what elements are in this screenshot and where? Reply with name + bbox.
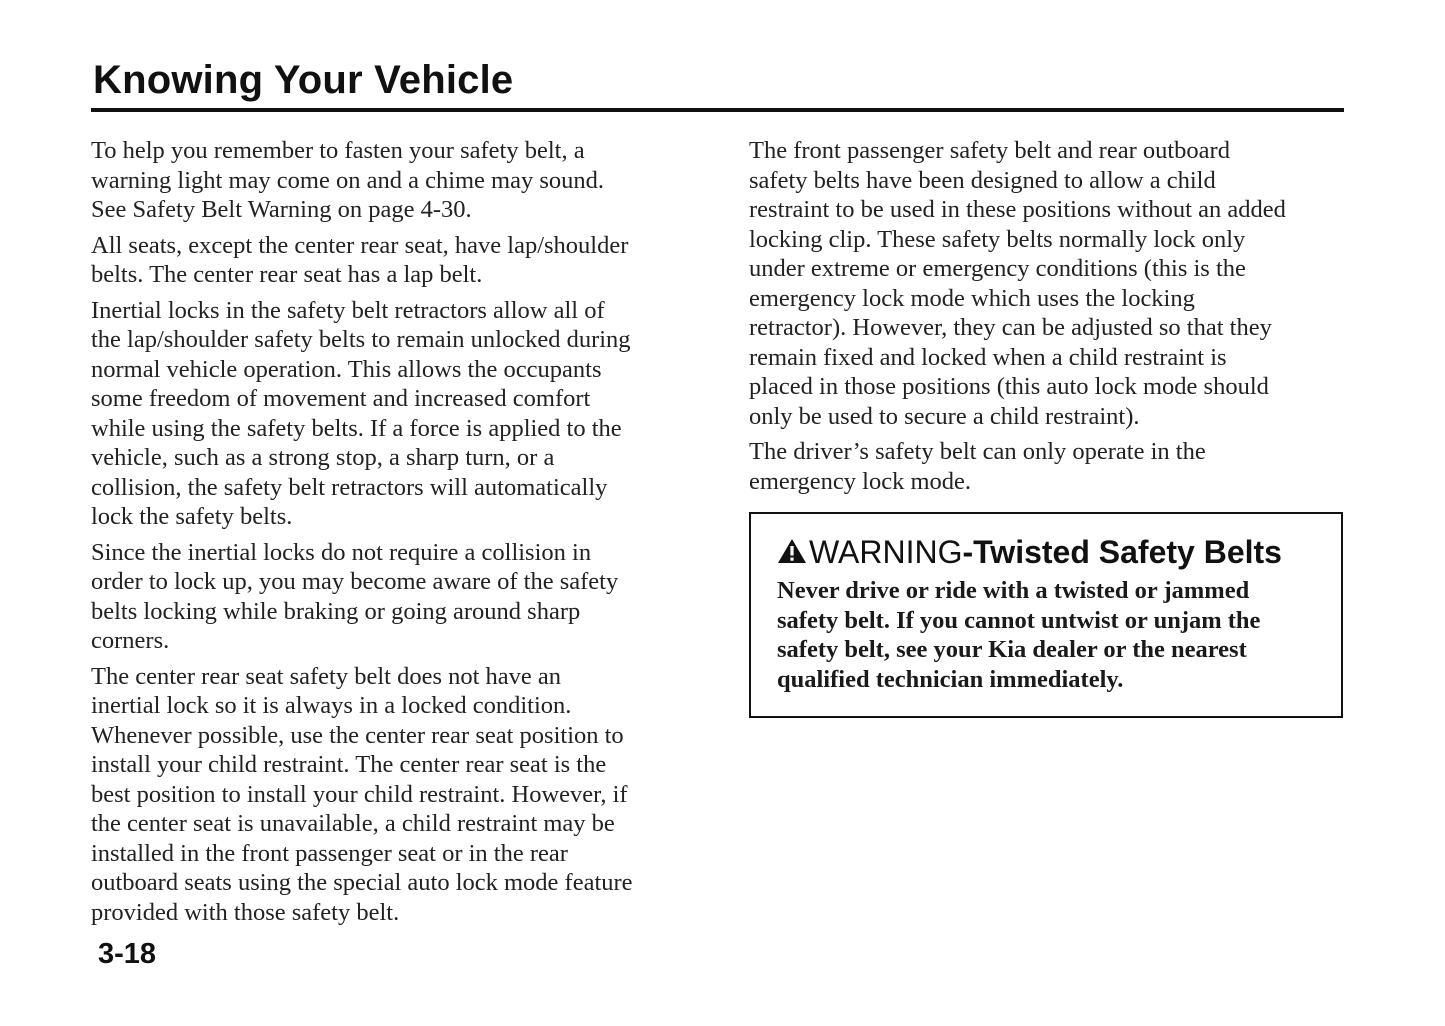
left-paragraph-1: To help you remember to fasten your safety belt, a warning light may come on and a chime may sound. See Safety Belt Warning on page 4-30. (91, 137, 605, 223)
warning-subtitle: -Twisted Safety Belts (962, 534, 1282, 570)
left-paragraph-5: The center rear seat safety belt does not have an inertial lock so it is always in a locked condition. Whenever possible, use the center rear seat position to install your child restraint. The center rear seat is the best position to install your child restraint. However, if the center seat is unavailable, a child restraint may be installed in the front passenger seat or in the rear outboard seats using the special auto lock mode feature provided with those safety belt. (91, 662, 633, 926)
left-paragraph-2: All seats, except the center rear seat, have lap/shoulder belts. The center rear seat has a lap belt. (91, 231, 629, 288)
page-title: Knowing Your Vehicle (93, 58, 514, 102)
warning-label: WARNING (809, 534, 963, 570)
warning-triangle-icon (777, 538, 807, 564)
left-paragraph-4: Since the inertial locks do not require a collision in order to lock up, you may become aware of the safety belts locking while braking or going around sharp corners. (91, 538, 619, 654)
warning-title (777, 532, 1321, 572)
warning-body: Never drive or ride with a twisted or jammed safety belt. If you cannot untwist or unjam the safety belt, see your Kia dealer or the nearest qualified technician immediately. (777, 577, 1261, 693)
left-paragraph-3: Inertial locks in the safety belt retractors allow all of the lap/shoulder safety belts to remain unlocked during normal vehicle operation. This allows the occupants some freedom of movement and increased comfort while using the safety belts. If a force is applied to the vehicle, such as a strong stop, a sharp turn, or a collision, the safety belt retractors will automatically lock the safety belts. (91, 296, 631, 530)
page-number: 3-18 (98, 938, 157, 970)
right-paragraph-2: The driver’s safety belt can only operate in the emergency lock mode. (749, 438, 1206, 495)
right-paragraph-1: The front passenger safety belt and rear outboard safety belts have been designed to allow a child restraint to be used in these positions without an added locking clip. These safety belts normally lock only under extreme or emergency conditions (this is the emergency lock mode which uses the locking retractor). However, they can be adjusted so that they remain fixed and locked when a child restraint is placed in those positions (this auto lock mode should only be used to secure a child restraint). (749, 137, 1286, 430)
title-rule (91, 108, 1344, 112)
left-column (91, 136, 689, 933)
warning-box (749, 512, 1343, 718)
right-column (749, 136, 1345, 718)
